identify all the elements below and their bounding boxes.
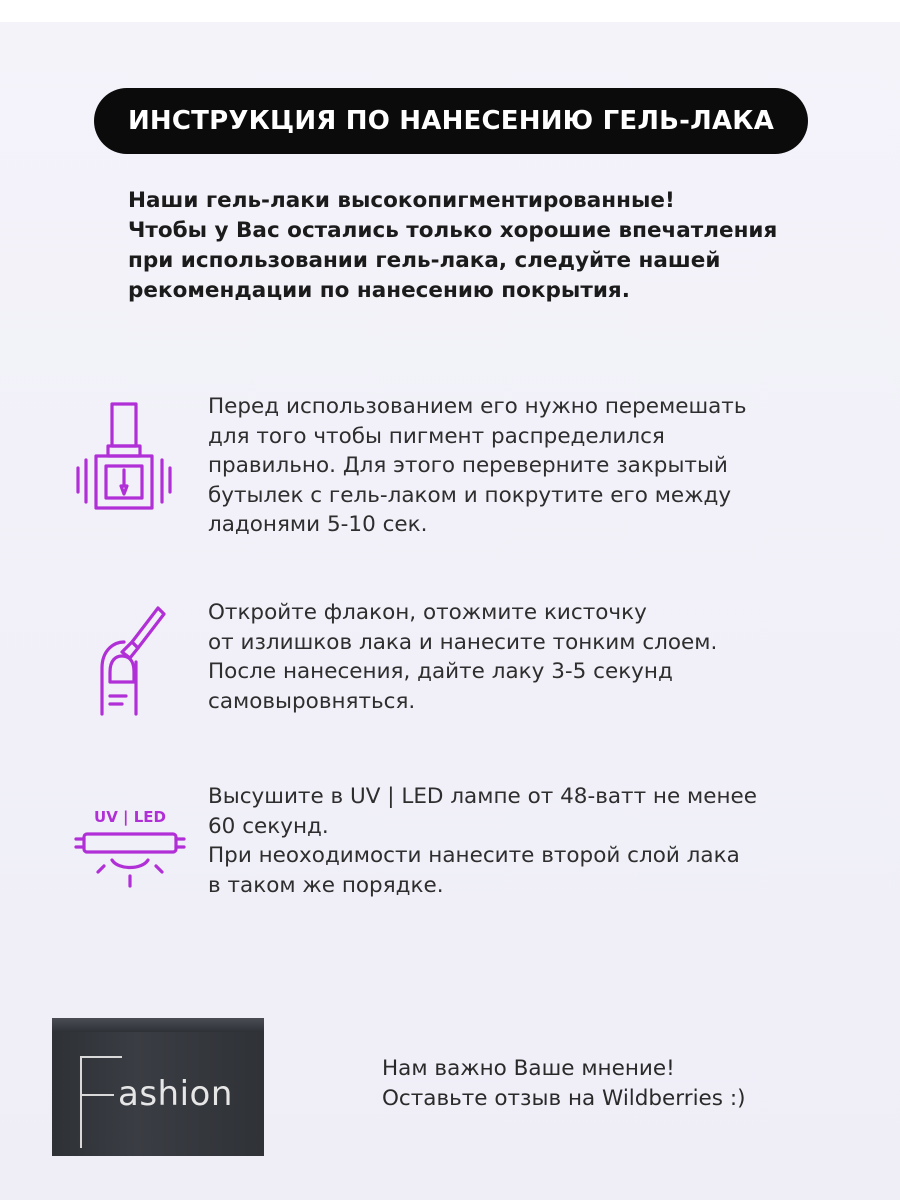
intro-line: при использовании гель-лака, следуйте нашей bbox=[128, 248, 721, 273]
brand-text: ashion bbox=[118, 1074, 233, 1114]
step-line: При неоходимости нанесите второй слой лака bbox=[208, 843, 740, 868]
page-title: ИНСТРУКЦИЯ ПО НАНЕСЕНИЮ ГЕЛЬ-ЛАКА bbox=[94, 88, 808, 154]
feedback-text bbox=[382, 1054, 745, 1114]
intro-line: Наши гель-лаки высокопигментированные! bbox=[128, 188, 675, 213]
step-line: ладонями 5-10 сек. bbox=[208, 512, 428, 537]
top-strip bbox=[0, 0, 900, 22]
step-line: от излишков лака и нанесите тонким слоем. bbox=[208, 629, 718, 655]
step-line: правильно. Для этого переверните закрытый bbox=[208, 453, 728, 478]
intro-line: рекомендации по нанесению покрытия. bbox=[128, 278, 630, 303]
step-text bbox=[208, 782, 757, 900]
feedback-line: Оставьте отзыв на Wildberries :) bbox=[382, 1086, 746, 1111]
uv-led-label: UV | LED bbox=[94, 808, 166, 826]
step-line: самовыровняться. bbox=[208, 688, 416, 714]
step-line: в таком же порядке. bbox=[208, 872, 444, 898]
finger-brush-icon bbox=[92, 600, 172, 720]
uv-led-lamp-icon bbox=[74, 802, 186, 912]
step-text bbox=[208, 392, 747, 540]
intro-line: Чтобы у Вас остались только хорошие впечатления bbox=[128, 218, 778, 243]
brand-f-mark bbox=[80, 1056, 122, 1148]
step-line: Перед использованием его нужно перемешать bbox=[208, 394, 747, 419]
brand-logo bbox=[52, 1018, 264, 1156]
step-line: бутылек с гель-лаком и покрутите его между bbox=[208, 482, 732, 508]
step-line: Откройте флакон, отожмите кисточку bbox=[208, 600, 647, 625]
step-text bbox=[208, 598, 717, 716]
step-line: 60 секунд. bbox=[208, 813, 329, 839]
step-line: для того чтобы пигмент распределился bbox=[208, 423, 665, 449]
step-line: После нанесения, дайте лаку 3-5 секунд bbox=[208, 659, 673, 684]
intro-text bbox=[128, 186, 828, 306]
step-line: Высушите в UV | LED лампе от 48-ватт не менее bbox=[208, 784, 758, 809]
nail-polish-bottle-shake-icon bbox=[74, 400, 184, 512]
feedback-line: Нам важно Ваше мнение! bbox=[382, 1056, 675, 1081]
